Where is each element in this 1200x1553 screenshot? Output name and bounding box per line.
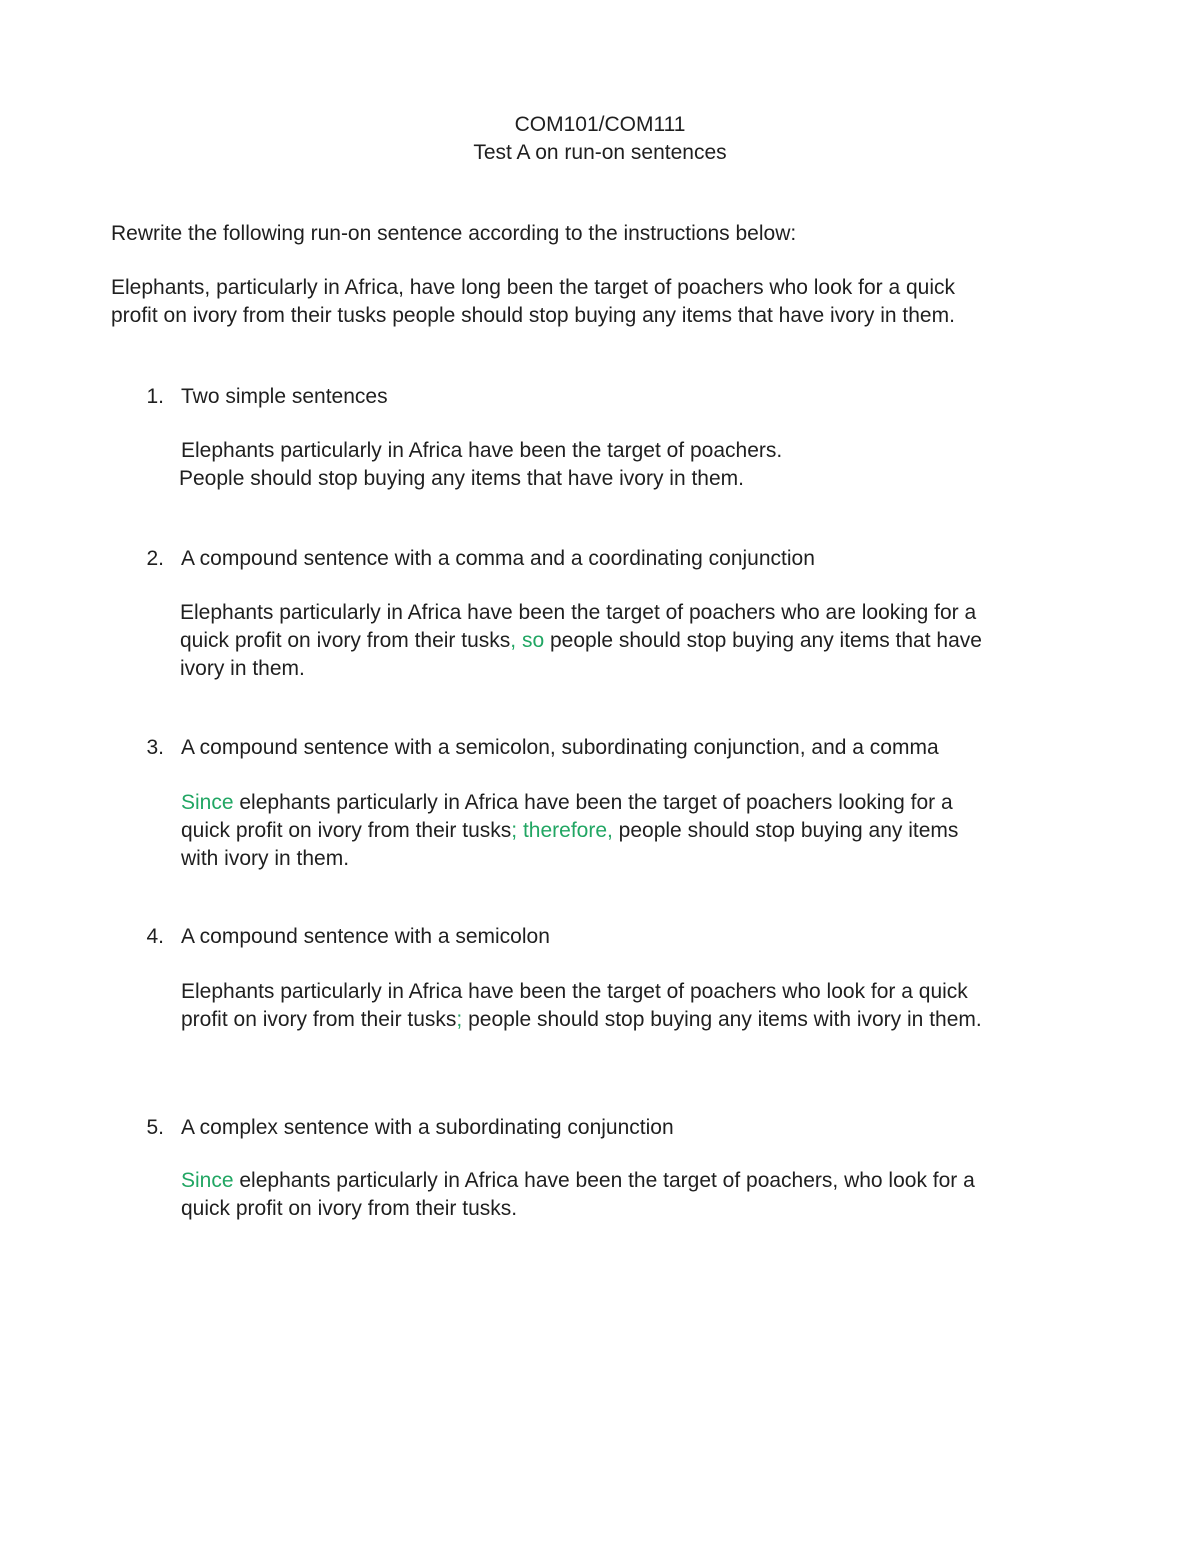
- item-prompt: Two simple sentences: [181, 385, 388, 408]
- item-answer: [181, 437, 782, 493]
- highlighted-conjunction: , so: [510, 629, 545, 652]
- answer-line: with ivory in them.: [181, 847, 350, 870]
- answer-line: Since elephants particularly in Africa have been the target of poachers, who look for a: [181, 1169, 975, 1192]
- highlighted-conjunction: ; therefore,: [511, 819, 613, 842]
- answer-line: profit on ivory from their tusks; people should stop buying any items with ivory in them.: [181, 1008, 982, 1031]
- answer-line: Since elephants particularly in Africa have been the target of poachers looking for a: [181, 791, 953, 814]
- item-number: 4.: [146, 925, 164, 948]
- instructions: [111, 220, 796, 248]
- original-sentence: [111, 274, 955, 330]
- highlighted-punctuation: ;: [456, 1008, 463, 1031]
- course-code: COM101/COM111: [514, 113, 686, 136]
- highlighted-conjunction: Since: [181, 1169, 234, 1192]
- answer-line: quick profit on ivory from their tusks.: [181, 1197, 518, 1220]
- answer-line: People should stop buying any items that have ivory in them.: [179, 467, 744, 490]
- item-number: 1.: [146, 385, 164, 408]
- original-sentence-line: Elephants, particularly in Africa, have long been the target of poachers who look for a quick: [111, 276, 955, 299]
- item-number: 5.: [146, 1116, 164, 1139]
- item-answer: [181, 789, 958, 873]
- item-prompt: A complex sentence with a subordinating conjunction: [181, 1116, 674, 1139]
- item-number: 2.: [146, 547, 164, 570]
- answer-line: quick profit on ivory from their tusks, so people should stop buying any items that have: [180, 629, 982, 652]
- highlighted-conjunction: Since: [181, 791, 234, 814]
- document-header: [0, 111, 1200, 167]
- answer-line: Elephants particularly in Africa have been the target of poachers who are looking for a: [180, 601, 977, 624]
- test-title: Test A on run-on sentences: [473, 141, 727, 164]
- answer-line: Elephants particularly in Africa have been the target of poachers who look for a quick: [181, 980, 968, 1003]
- item-prompt: A compound sentence with a semicolon: [181, 925, 550, 948]
- item-prompt: A compound sentence with a semicolon, subordinating conjunction, and a comma: [181, 736, 939, 759]
- instructions-text: Rewrite the following run-on sentence according to the instructions below:: [111, 222, 797, 245]
- item-answer: [180, 599, 982, 683]
- item-prompt: A compound sentence with a comma and a coordinating conjunction: [181, 547, 815, 570]
- answer-line: ivory in them.: [180, 657, 305, 680]
- answer-line: Elephants particularly in Africa have been the target of poachers.: [181, 439, 783, 462]
- item-answer: [181, 1167, 975, 1223]
- item-answer: [181, 978, 982, 1034]
- answer-line: quick profit on ivory from their tusks; therefore, people should stop buying any items: [181, 819, 959, 842]
- original-sentence-line: profit on ivory from their tusks people should stop buying any items that have ivory in them.: [111, 304, 955, 327]
- item-number: 3.: [146, 736, 164, 759]
